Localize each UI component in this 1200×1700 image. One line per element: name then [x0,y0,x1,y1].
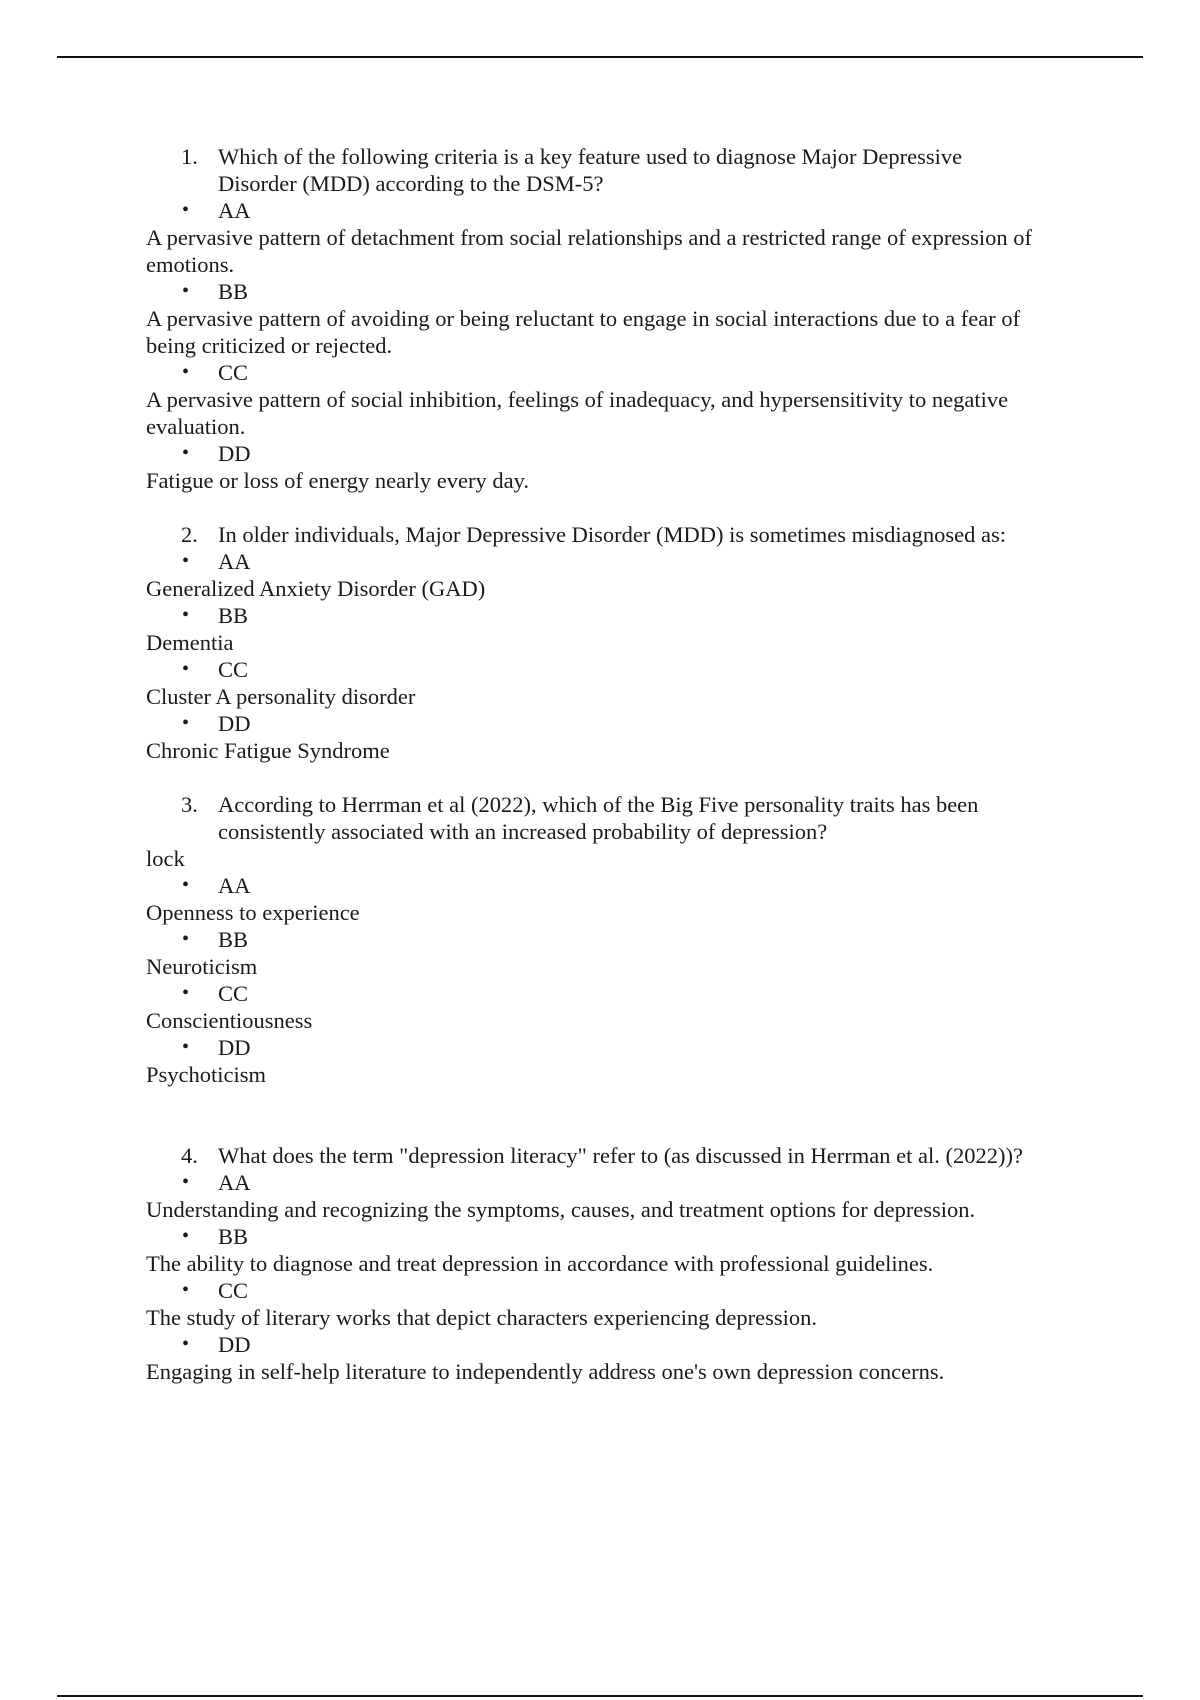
option-text: Engaging in self-help literature to independently address one's own depression concerns. [146,1359,945,1384]
option-label: • CC [182,657,249,682]
question-text: 1. Which of the following criteria is a key feature used to diagnose Major Depressive Disorder (MDD) according to the DSM-5? [181,144,963,196]
question-block [146,143,1046,494]
question-number: 3. [181,792,198,817]
option-label: • AA [182,873,251,898]
question-block [146,521,1046,764]
bullet-icon: • [182,199,190,221]
option-text: A pervasive pattern of social inhibition, feelings of inadequacy, and hypersensitivity to negative evaluation. [146,387,1009,439]
option-label: • DD [182,711,251,736]
document-body [146,143,1046,1385]
option-text: Openness to experience [146,900,360,925]
option-text: The study of literary works that depict characters experiencing depression. [146,1305,818,1330]
question-text: 3. According to Herrman et al (2022), which of the Big Five personality traits has been consistently associated with an increased probability of depression? [181,792,979,844]
bullet-icon: • [182,442,190,464]
option-text: Understanding and recognizing the symptoms, causes, and treatment options for depression. [146,1197,976,1222]
question-block [146,791,1046,1088]
option-text: Fatigue or loss of energy nearly every day. [146,468,530,493]
bottom-rule [57,1695,1143,1697]
option-label: • CC [182,1278,249,1303]
question-number: 4. [181,1143,198,1168]
option-text: A pervasive pattern of avoiding or being reluctant to engage in social interactions due to a fear of being criticized or rejected. [146,306,1021,358]
option-label: • BB [182,279,249,304]
option-text: The ability to diagnose and treat depression in accordance with professional guidelines. [146,1251,934,1276]
bullet-icon: • [182,1279,190,1301]
bullet-icon: • [182,658,190,680]
spacer [146,764,1046,791]
option-label: • AA [182,1170,251,1195]
question-block [146,1142,1046,1385]
option-label: • AA [182,549,251,574]
option-text: Chronic Fatigue Syndrome [146,738,390,763]
option-label: • BB [182,1224,249,1249]
spacer [146,494,1046,521]
option-label: • AA [182,198,251,223]
bullet-icon: • [182,712,190,734]
option-text: Neuroticism [146,954,258,979]
option-label: • CC [182,981,249,1006]
question-number: 1. [181,144,198,169]
bullet-icon: • [182,928,190,950]
option-label: • DD [182,441,251,466]
top-rule [57,56,1143,58]
option-label: • CC [182,360,249,385]
option-label: • BB [182,603,249,628]
bullet-icon: • [182,280,190,302]
option-text: Psychoticism [146,1062,267,1087]
spacer [146,1088,1046,1142]
option-label: • DD [182,1332,251,1357]
bullet-icon: • [182,1036,190,1058]
option-text: Generalized Anxiety Disorder (GAD) [146,576,486,601]
bullet-icon: • [182,874,190,896]
option-text: Conscientiousness [146,1008,313,1033]
option-text: A pervasive pattern of detachment from social relationships and a restricted range of expression of emotions. [146,225,1032,277]
bullet-icon: • [182,361,190,383]
question-text: 2. In older individuals, Major Depressive Disorder (MDD) is sometimes misdiagnosed as: [181,522,1006,547]
bullet-icon: • [182,604,190,626]
question-text: 4. What does the term "depression literacy" refer to (as discussed in Herrman et al. (2022))? [181,1143,1023,1168]
bullet-icon: • [182,982,190,1004]
bullet-icon: • [182,1333,190,1355]
option-label: • BB [182,927,249,952]
bullet-icon: • [182,1225,190,1247]
bullet-icon: • [182,550,190,572]
option-label: • DD [182,1035,251,1060]
option-text: Dementia [146,630,234,655]
bullet-icon: • [182,1171,190,1193]
option-text: Cluster A personality disorder [146,684,416,709]
question-number: 2. [181,522,198,547]
question-note: lock [146,846,185,871]
